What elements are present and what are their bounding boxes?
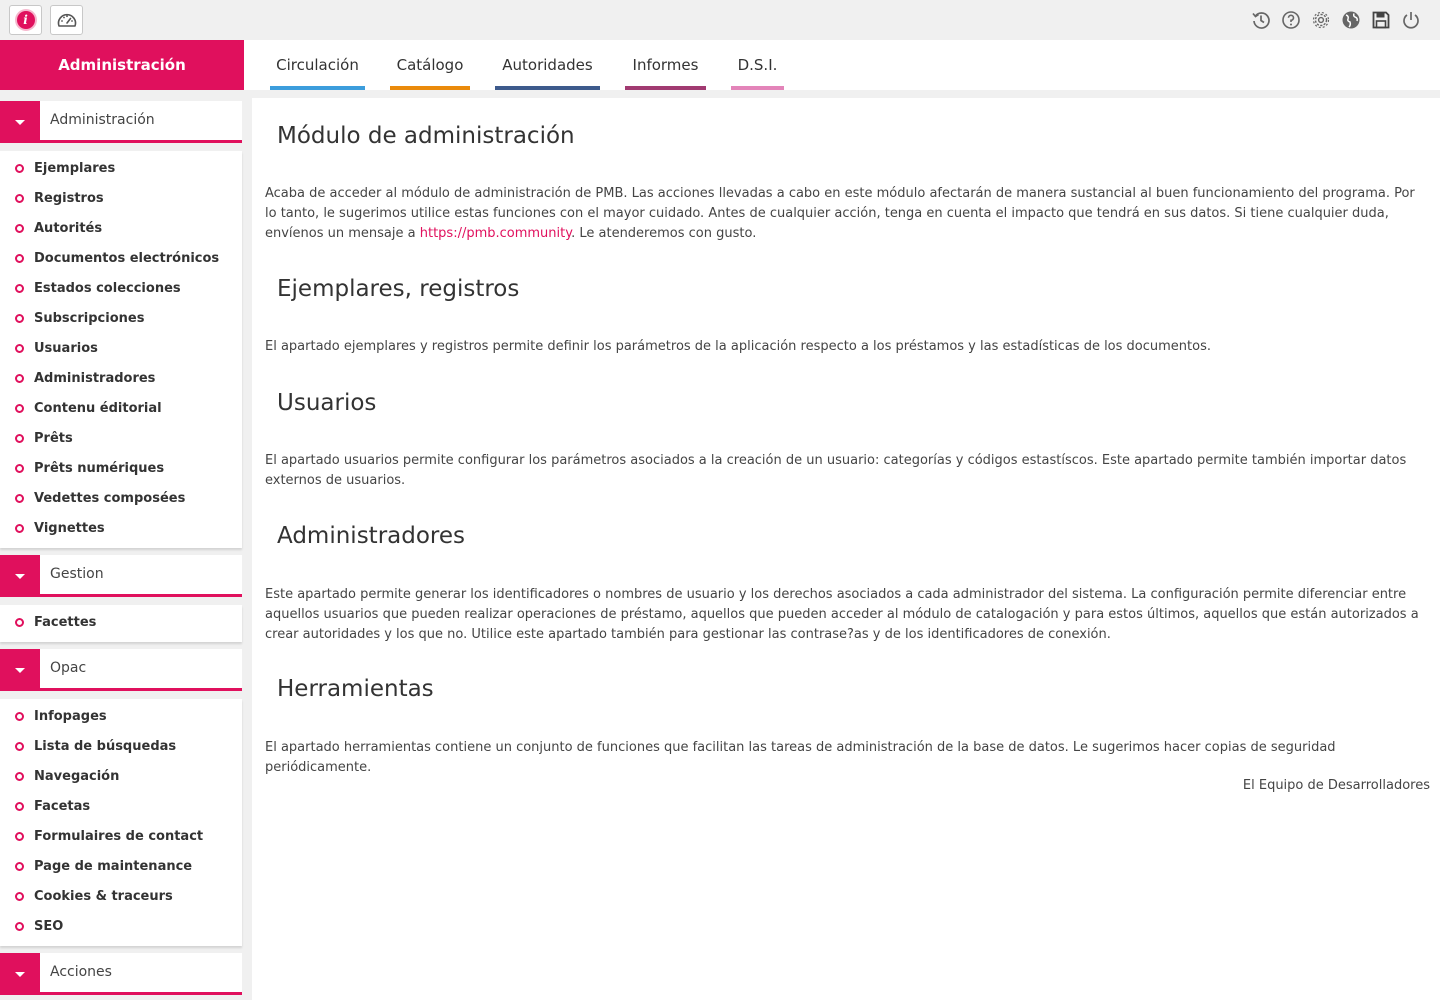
info-icon: i [17, 11, 35, 29]
sidebar-list-gestion [0, 605, 242, 642]
sidebar [0, 90, 244, 1000]
sidebar-item-page-de-maintenance[interactable]: Page de maintenance [0, 851, 242, 881]
sidebar-item-lista-de-busquedas[interactable]: Lista de búsquedas [0, 731, 242, 761]
tab-color-bar [625, 86, 706, 90]
sidebar-item-prets[interactable]: Prêts [0, 423, 242, 453]
pmb-community-link[interactable]: https://pmb.community [419, 225, 572, 241]
tab-color-bar [731, 86, 784, 90]
sidebar-item-contenu-editorial[interactable]: Contenu éditorial [0, 393, 242, 423]
circle-bullet-icon [15, 434, 24, 443]
module-tabs [244, 40, 1440, 90]
sidebar-item-autorites[interactable]: Autorités [0, 213, 242, 243]
settings-icon[interactable] [1310, 9, 1332, 31]
circle-bullet-icon [15, 314, 24, 323]
dashboard-icon [56, 11, 78, 29]
main-content [252, 98, 1440, 1000]
sidebar-item-seo[interactable]: SEO [0, 911, 242, 941]
tab-dsi[interactable]: D.S.I. [731, 40, 784, 90]
section-text: El apartado ejemplares y registros permite definir los parámetros de la aplicación respecto a los préstamos y las estadísticas de los documentos. [265, 339, 1211, 354]
tab-informes[interactable]: Informes [625, 40, 706, 90]
circle-bullet-icon [15, 742, 24, 751]
page-title: Módulo de administración [277, 123, 575, 149]
circle-bullet-icon [15, 892, 24, 901]
signature: El Equipo de Desarrolladores [1242, 778, 1430, 793]
section-title: Ejemplares, registros [277, 276, 520, 302]
circle-bullet-icon [15, 164, 24, 173]
caret-down-icon [15, 120, 25, 125]
tab-color-bar [390, 86, 470, 90]
top-bar [0, 0, 1440, 40]
sidebar-item-usuarios[interactable]: Usuarios [0, 333, 242, 363]
sidebar-item-vedettes-composees[interactable]: Vedettes composées [0, 483, 242, 513]
sidebar-item-facetas[interactable]: Facetas [0, 791, 242, 821]
intro-text: Acaba de acceder al módulo de administración de PMB. Las acciones llevadas a cabo en este módulo afectarán de manera sustancial al buen funcionamiento del programa. Por lo tanto, le sugerimos utilice estas funciones con el mayor cuidado. Antes de cualquier acción, tenga en cuenta el impacto que tendrá en sus datos. Si tiene cualquier duda, envíenos un mensaje a https://pmb.community. Le atenderemos con gusto. [265, 186, 1415, 241]
power-icon[interactable] [1400, 9, 1422, 31]
sidebar-item-registros[interactable]: Registros [0, 183, 242, 213]
history-icon[interactable] [1250, 9, 1272, 31]
sidebar-item-estados-colecciones[interactable]: Estados colecciones [0, 273, 242, 303]
circle-bullet-icon [15, 772, 24, 781]
tab-color-bar [495, 86, 600, 90]
caret-down-icon [15, 574, 25, 579]
sidebar-item-documentos-electronicos[interactable]: Documentos electrónicos [0, 243, 242, 273]
collapse-toggle[interactable] [0, 649, 40, 691]
circle-bullet-icon [15, 832, 24, 841]
help-icon[interactable] [1280, 9, 1302, 31]
circle-bullet-icon [15, 284, 24, 293]
tab-color-bar [270, 86, 365, 90]
circle-bullet-icon [15, 712, 24, 721]
section-title: Administradores [277, 523, 465, 549]
sidebar-section-administracion[interactable]: Administración [0, 101, 242, 143]
sidebar-item-navegacion[interactable]: Navegación [0, 761, 242, 791]
circle-bullet-icon [15, 374, 24, 383]
circle-bullet-icon [15, 464, 24, 473]
info-button[interactable] [9, 5, 42, 35]
section-title: Herramientas [277, 676, 434, 702]
sidebar-item-facettes[interactable]: Facettes [0, 607, 242, 637]
tab-catalogo[interactable]: Catálogo [390, 40, 470, 90]
sidebar-item-administradores[interactable]: Administradores [0, 363, 242, 393]
section-text: Este apartado permite generar los identificadores o nombres de usuario y los derechos asociados a cada administrador del sistema. La configuración permite diferenciar entre aquellos usuarios que pueden realizar operaciones de préstamo, aquellos que pueden acceder al módulo de catalogación y para estos últimos, aquellos que están autorizados a crear autoridades y los que no. Utilice este apartado también para gestionar las contrase?as y de los identificadores de conexión. [265, 587, 1419, 642]
save-icon[interactable] [1370, 9, 1392, 31]
sidebar-section-gestion[interactable]: Gestion [0, 555, 242, 597]
tab-autoridades[interactable]: Autoridades [495, 40, 600, 90]
circle-bullet-icon [15, 254, 24, 263]
sidebar-item-infopages[interactable]: Infopages [0, 701, 242, 731]
circle-bullet-icon [15, 618, 24, 627]
circle-bullet-icon [15, 404, 24, 413]
sidebar-list-opac [0, 699, 242, 946]
collapse-toggle[interactable] [0, 953, 40, 995]
sidebar-item-formulaires-de-contact[interactable]: Formulaires de contact [0, 821, 242, 851]
sidebar-section-acciones[interactable]: Acciones [0, 953, 242, 995]
tab-circulacion[interactable]: Circulación [270, 40, 365, 90]
caret-down-icon [15, 972, 25, 977]
circle-bullet-icon [15, 922, 24, 931]
section-text: El apartado usuarios permite configurar los parámetros asociados a la creación de un usuario: categorías y códigos estastíscos. Este apartado permite también importar datos externos de usuarios. [265, 453, 1407, 488]
circle-bullet-icon [15, 224, 24, 233]
globe-icon[interactable] [1340, 9, 1362, 31]
section-title: Usuarios [277, 390, 377, 416]
sidebar-list-administracion [0, 151, 242, 548]
collapse-toggle[interactable] [0, 101, 40, 143]
sidebar-item-cookies-traceurs[interactable]: Cookies & traceurs [0, 881, 242, 911]
sidebar-item-subscripciones[interactable]: Subscripciones [0, 303, 242, 333]
collapse-toggle[interactable] [0, 555, 40, 597]
sidebar-section-opac[interactable]: Opac [0, 649, 242, 691]
section-text: El apartado herramientas contiene un conjunto de funciones que facilitan las tareas de administración de la base de datos. Le sugerimos hacer copias de seguridad periódicamente. [265, 740, 1336, 775]
circle-bullet-icon [15, 802, 24, 811]
dashboard-button[interactable] [50, 5, 83, 35]
circle-bullet-icon [15, 494, 24, 503]
module-title: Administración [0, 40, 244, 90]
circle-bullet-icon [15, 344, 24, 353]
circle-bullet-icon [15, 194, 24, 203]
caret-down-icon [15, 668, 25, 673]
sidebar-item-ejemplares[interactable]: Ejemplares [0, 153, 242, 183]
circle-bullet-icon [15, 862, 24, 871]
circle-bullet-icon [15, 524, 24, 533]
sidebar-item-prets-numeriques[interactable]: Prêts numériques [0, 453, 242, 483]
sidebar-item-vignettes[interactable]: Vignettes [0, 513, 242, 543]
